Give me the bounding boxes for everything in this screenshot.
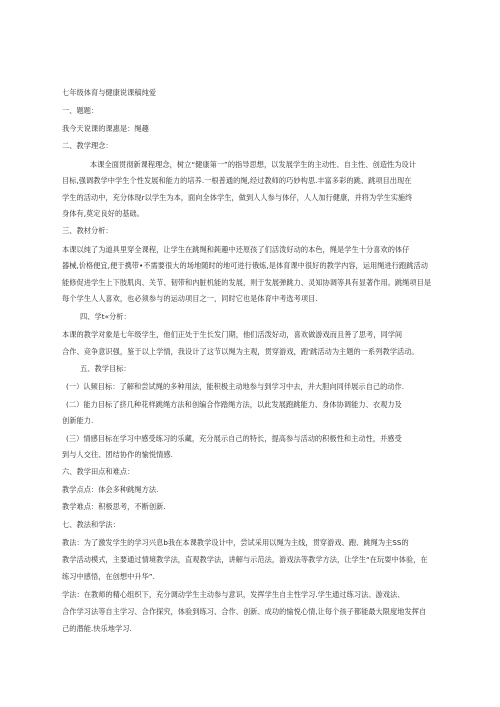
paragraph-line: 合作学习法等自主学习、合作探究，体验到练习、合作、创新、成功的愉悦心情,让每个孩子都能最大限度地发挥自 [62, 607, 427, 616]
key-point-line: 教学点点：体会多种跳绳方法. [62, 485, 159, 494]
heading-teaching-concept: 二、教学理念： [62, 141, 113, 150]
paragraph-line: 身体有,莫定良好的基础。 [62, 209, 144, 218]
paragraph-line: 能修促进学生上下肢肌肉、关节、韧带和内脏机能的发展，则于发展弹跳力、灵知协调等具有显著作用。跳绳项目是 [62, 278, 432, 287]
goal-emotional: (三）情感目标在学习中感受练习的乐藏，充分展示自己的特长，提高参与活动的积极性和主动性，并感受 [66, 434, 402, 443]
heading-topic: 一、题题： [62, 106, 99, 115]
topic-line: 我今天说课的课惠是：绳趣 [62, 124, 149, 133]
paragraph-line: 学法：在教师的精心组织下，充分调动学生主动参与意识，发挥学生自主性学习.学生通过练习法、游戏法、 [62, 590, 405, 599]
heading-teaching-goals: 五、教学目标： [80, 364, 131, 373]
paragraph-line: 己的潜能.快乐地学习. [62, 624, 132, 633]
paragraph-line: 本课全面贯彻新课程理念，树立“健康第一”的指导思想，以发展学生的主动性、自主性、创造性为设计 [90, 160, 417, 169]
heading-key-points: 六、教学田点和难点： [62, 467, 135, 476]
paragraph-line: 目标,强调教学中学生个性发展和能力的培养.一根普通的绳,经过教师的巧妙构思.丰富多彩的跳、跳项目出现在 [62, 176, 412, 185]
heading-material-analysis: 三、教材分析： [62, 226, 113, 235]
paragraph-line: 器械,价格便宜,便于携带•不需要很大的场地随时的地可进行俄炼,是体育课中很好的教学内容，运用绳进行跑跳活动 [62, 261, 428, 270]
paragraph-line: 本课以纯了为道具里穿全课程，让学生在跳绳和鈍趣中还原孩了们活泼好动的本色，绳是学生十分喜欢的体仔 [62, 245, 410, 254]
heading-methods: 七、教法和学法： [62, 520, 120, 529]
goal-cognitive: (一）认频目标：了解和尝试绳的多种用法，能积极主动地参与到学习中去，并大胆向同伴展示自己的动作. [66, 382, 405, 391]
paragraph-line: 学生的活动中，充分体现r以学生为本，面向全体学生，做到人人参与体仔，人人加行健康，并将为学生实施终 [62, 193, 413, 202]
paragraph-line: 每个学生人人喜欢，也必须参与的运动项目之一，同时它也是体育中考选考项目. [62, 294, 318, 303]
paragraph-line: 教法：为了激发学生的学习兴息b我在本课教学设计中，尝试采用以绳为主线，贯穿游戏、跑、跳绳为主SS的 [62, 538, 409, 547]
document-title: 七年级体育与健康说课稿纯爱 [62, 88, 157, 97]
goal-ability: (二）能力目标了挤几种花样跳绳方法和创编合作踏绳方法，以此发展跑跳能力、身体协调能力、衣观力及 [66, 400, 402, 409]
paragraph-line: 创新能力. [62, 416, 94, 425]
heading-student-analysis: 四、学t«分析： [80, 312, 131, 321]
difficulty-line: 教学难点：积极思考，不断创新. [62, 502, 166, 511]
paragraph-line: 到与人交往、团结协作的愉悦情感. [62, 450, 173, 459]
paragraph-line: 练习中感悟，在创想中升华”. [62, 572, 155, 581]
paragraph-line: 教学活动模式，主要通过情境教学法，直观教学法，讲解与示范法，游戏法等教学方法，让学生“在玩耍中体验，在 [62, 555, 428, 564]
paragraph-line: 合作、竞争意识强，鉴于以上学情，我设计了这节以绳为主观，贯穿游戏，跑'跳活动为主题的一系列教学活动。 [62, 347, 419, 356]
paragraph-line: 本课的教学对象是七年级学生，他们正处于生长发门期，他们活泼好动，喜欢做游戏而且善了思考，同学间 [62, 330, 403, 339]
